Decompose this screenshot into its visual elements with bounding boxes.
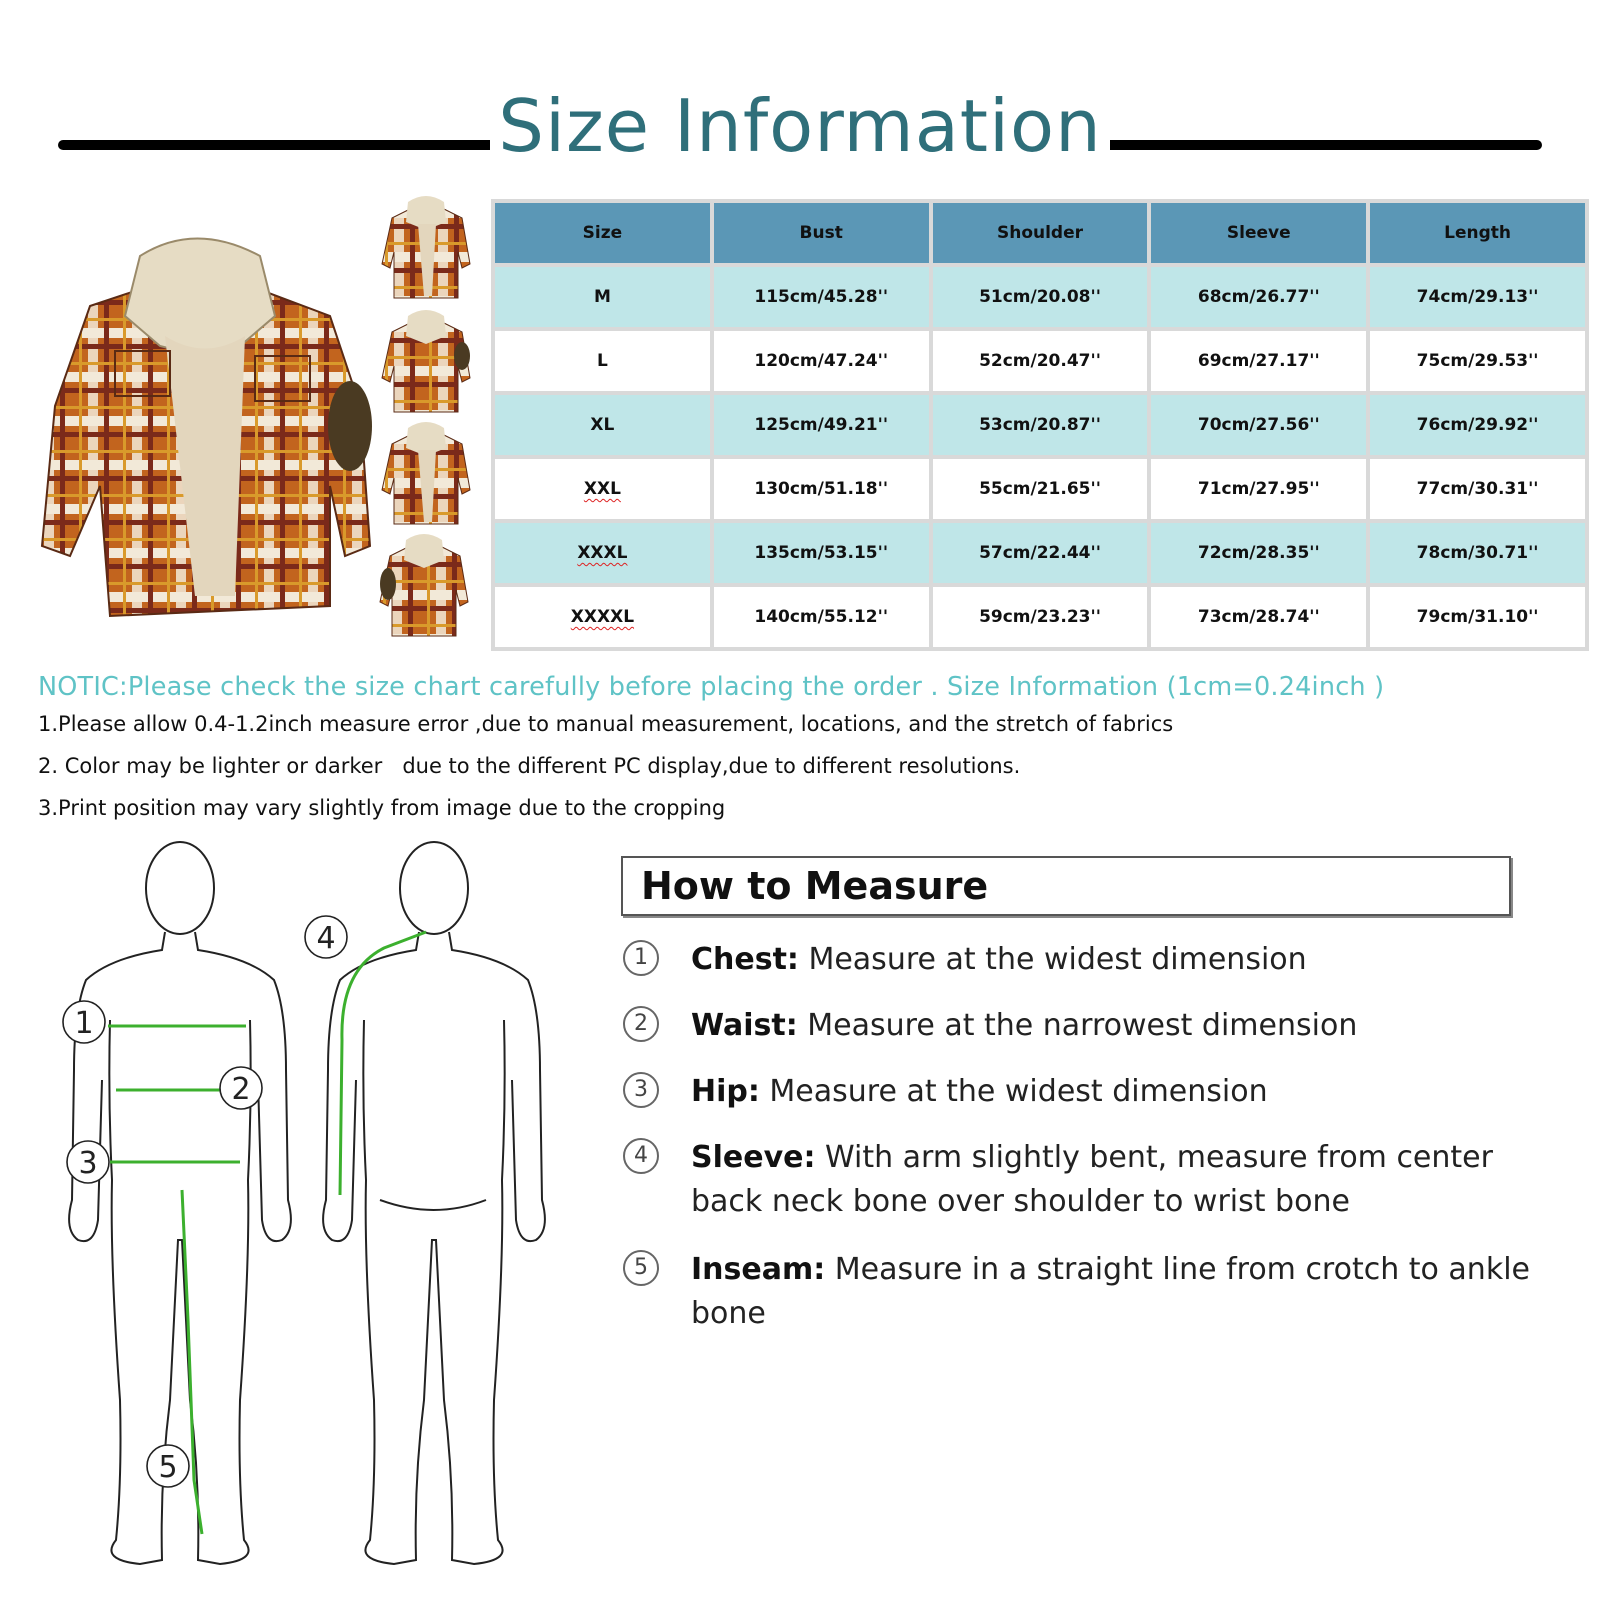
size-cell: XXL [495,459,710,519]
sleeve-cell: 71cm/27.95'' [1151,459,1366,519]
step-number: 1 [623,940,659,976]
main-product-image [30,226,390,626]
notice-text: NOTIC:Please check the size chart carefully before placing the order . Size Information (1cm=0.24inch ) [38,672,1385,702]
thumbnail-3 [380,420,472,526]
sleeve-cell: 72cm/28.35'' [1151,523,1366,583]
table-row [495,587,1585,647]
sleeve-cell: 70cm/27.56'' [1151,395,1366,455]
length-cell: 79cm/31.10'' [1370,587,1585,647]
note-1: 1.Please allow 0.4-1.2inch measure error ,due to manual measurement, locations, and the stretch of fabrics [38,712,1174,736]
step-number: 3 [623,1072,659,1108]
size-cell: XXXL [495,523,710,583]
length-cell: 76cm/29.92'' [1370,395,1585,455]
table-row [495,267,1585,327]
note-3: 3.Print position may vary slightly from image due to the cropping [38,796,726,820]
table-header-row [495,203,1585,263]
table-row [495,331,1585,391]
shoulder-cell: 55cm/21.65'' [933,459,1148,519]
step-label: Chest: [691,942,799,977]
table-row [495,523,1585,583]
sleeve-cell: 68cm/26.77'' [1151,267,1366,327]
step-number: 5 [623,1250,659,1286]
column-header: Shoulder [933,203,1148,263]
thumbnail-1 [380,194,472,300]
step-text: Measure at the widest dimension [798,942,1307,977]
svg-text:3: 3 [78,1146,98,1181]
sleeve-cell: 69cm/27.17'' [1151,331,1366,391]
column-header: Bust [714,203,929,263]
shoulder-cell: 53cm/20.87'' [933,395,1148,455]
column-header: Length [1370,203,1585,263]
length-cell: 75cm/29.53'' [1370,331,1585,391]
step-text: Measure in a straight line from crotch to ankle bone [691,1252,1530,1331]
step-number: 4 [623,1138,659,1174]
marker-3 [67,1141,109,1183]
step-text: Measure at the narrowest dimension [797,1008,1358,1043]
svg-text:5: 5 [158,1450,178,1485]
table-row [495,459,1585,519]
shoulder-cell: 52cm/20.47'' [933,331,1148,391]
page-title: Size Information [0,84,1600,168]
size-cell: M [495,267,710,327]
marker-4 [305,916,347,958]
bust-cell: 115cm/45.28'' [714,267,929,327]
length-cell: 74cm/29.13'' [1370,267,1585,327]
step-label: Hip: [691,1074,760,1109]
step-text: Measure at the widest dimension [759,1074,1268,1109]
column-header: Size [495,203,710,263]
bust-cell: 130cm/51.18'' [714,459,929,519]
size-cell: XXXXL [495,587,710,647]
bust-cell: 125cm/49.21'' [714,395,929,455]
how-to-measure-title: How to Measure [641,864,989,908]
shoulder-cell: 51cm/20.08'' [933,267,1148,327]
marker-5 [147,1445,189,1487]
measurement-figures [50,840,570,1580]
svg-text:1: 1 [74,1006,94,1041]
thumbnail-4 [378,532,470,638]
bust-cell: 140cm/55.12'' [714,587,929,647]
step-text: With arm slightly bent, measure from center back neck bone over shoulder to wrist bone [691,1140,1493,1219]
marker-1 [63,1001,105,1043]
thumbnail-2 [380,308,472,414]
step-number: 2 [623,1006,659,1042]
table-row [495,395,1585,455]
step-label: Waist: [691,1008,798,1043]
length-cell: 77cm/30.31'' [1370,459,1585,519]
size-cell: XL [495,395,710,455]
step-label: Sleeve: [691,1140,816,1175]
note-2: 2. Color may be lighter or darker due to the different PC display,due to different resolutions. [38,754,1021,778]
step-label: Inseam: [691,1252,826,1287]
sleeve-cell: 73cm/28.74'' [1151,587,1366,647]
bust-cell: 120cm/47.24'' [714,331,929,391]
how-to-measure-heading [621,856,1511,916]
marker-2 [220,1067,262,1109]
svg-text:2: 2 [231,1072,251,1107]
bust-cell: 135cm/53.15'' [714,523,929,583]
length-cell: 78cm/30.71'' [1370,523,1585,583]
shoulder-cell: 59cm/23.23'' [933,587,1148,647]
shoulder-cell: 57cm/22.44'' [933,523,1148,583]
size-cell: L [495,331,710,391]
size-chart-table [491,199,1589,651]
svg-text:4: 4 [316,921,336,956]
column-header: Sleeve [1151,203,1366,263]
